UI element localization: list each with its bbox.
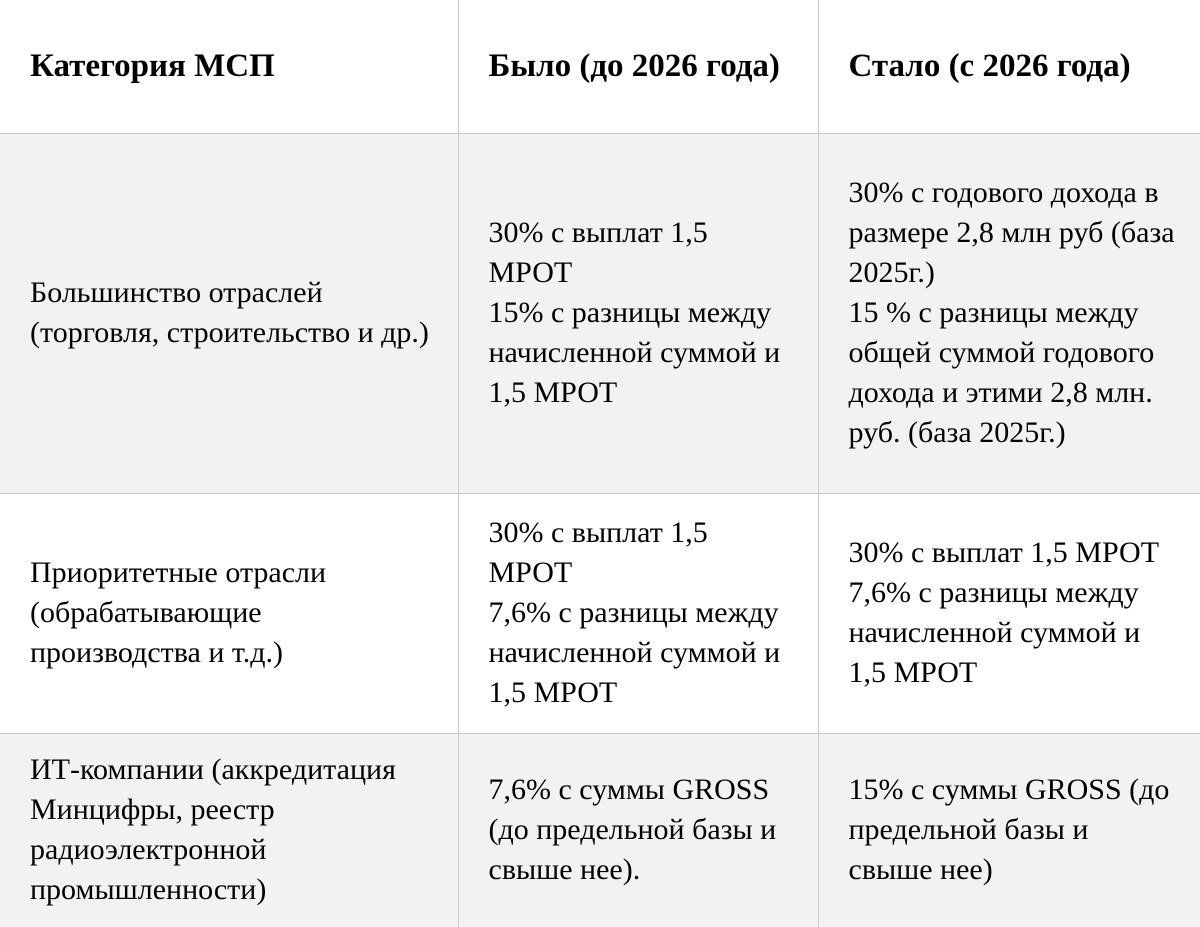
header-after-2026: Стало (с 2026 года) <box>818 0 1200 133</box>
header-before-2026: Было (до 2026 года) <box>458 0 818 133</box>
cell-before: 30% с выплат 1,5 МРОТ 15% с разницы между начисленной суммой и 1,5 МРОТ <box>458 133 818 493</box>
table-row <box>0 133 1200 493</box>
cell-after: 30% с годового дохода в размере 2,8 млн руб (база 2025г.) 15 % с разницы между общей суммой годового дохода и этими 2,8 млн. руб. (база 2025г.) <box>818 133 1200 493</box>
cell-category: ИТ-компании (аккредитация Минцифры, реестр радиоэлектронной промышленности) <box>0 733 458 927</box>
cell-after: 15% с суммы GROSS (до предельной базы и свыше нее) <box>818 733 1200 927</box>
cell-before: 30% с выплат 1,5 МРОТ 7,6% с разницы между начисленной суммой и 1,5 МРОТ <box>458 493 818 733</box>
table-row <box>0 733 1200 927</box>
table-header-row <box>0 0 1200 133</box>
table-row <box>0 493 1200 733</box>
cell-before: 7,6% с суммы GROSS (до предельной базы и свыше нее). <box>458 733 818 927</box>
cell-category: Большинство отраслей (торговля, строительство и др.) <box>0 133 458 493</box>
header-category: Категория МСП <box>0 0 458 133</box>
cell-category: Приоритетные отрасли (обрабатывающие производства и т.д.) <box>0 493 458 733</box>
cell-after: 30% с выплат 1,5 МРОТ 7,6% с разницы между начисленной суммой и 1,5 МРОТ <box>818 493 1200 733</box>
